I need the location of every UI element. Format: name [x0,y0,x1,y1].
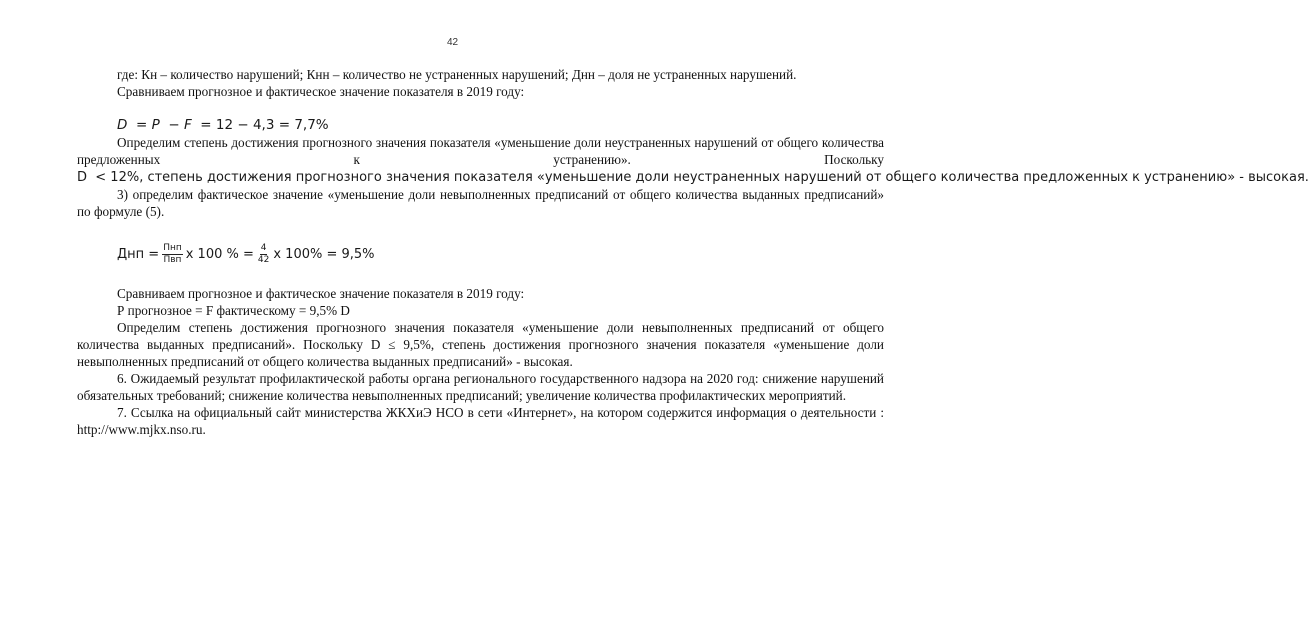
formula-dnp-mid: х 100 % = [185,246,254,262]
formula-minus: − [159,117,184,133]
paragraph-compare-2019-b: Сравниваем прогнозное и фактическое значение показателя в 2019 году: [117,286,525,301]
inline-d-symbol: D [77,170,88,185]
fraction-denominator: Пвп [163,254,182,265]
formula-d-symbol: D [117,117,128,133]
formula-f-symbol: F [183,117,192,133]
fraction-denominator: 42 [257,254,270,265]
paragraph-degree-unfulfilled: Определим степень достижения прогнозного значения показателя «уменьшение доли невыполненных предписаний от общего количества выданных предписаний». Поскольку D ≤ 9,5%, степень достижения прогнозного значения показателя «уменьшение доли невыполненных предписаний от общего количества выданных предписаний» - высокая. [77,320,884,369]
paragraph-forecast-equals-fact: Р прогнозное = F фактическому = 9,5% D [117,303,350,318]
paragraph-compare-2019-a: Сравниваем прогнозное и фактическое значение показателя в 2019 году: [117,84,525,99]
fraction-numerator: Пнп [163,242,182,253]
paragraph-step-3: 3) определим фактическое значение «уменьшение доли невыполненных предписаний от общего количества выданных предписаний» по формуле (5). [77,187,884,219]
formula-p-symbol: P [151,117,160,133]
fraction-pnp-pvp [162,243,183,266]
document-body [77,66,1309,438]
paragraph-website-link: 7. Ссылка на официальный сайт министерства ЖКХиЭ НСО в сети «Интернет», на котором содержится информация о деятельности : http://www.mjkx.nso.ru. [77,405,884,437]
formula-eq: = [127,117,152,133]
formula-dnp [77,238,884,270]
paragraph-expected-result: 6. Ожидаемый результат профилактической работы органа регионального государственного надзора на 2020 год: снижение нарушений обязательных требований; снижение количества невыполненных предписаний; увеличение количества профилактических мероприятий. [77,371,884,403]
fraction-numerator: 4 [260,242,267,253]
paragraph-degree-unresolved-part1: Определим степень достижения прогнозного значения показателя «уменьшение доли неустраненных нарушений от общего количества предложенных к устранению». Поскольку [77,135,884,167]
page-number: 42 [446,37,459,48]
paragraph-definitions: где: Кн – количество нарушений; Кнн – количество не устраненных нарушений; Днн – доля не устраненных нарушений. [117,67,797,82]
formula-dnp-lhs: Днп = [117,246,160,262]
spacer [77,270,884,285]
formula-result: = 12 − 4,3 = 7,7% [191,117,329,133]
paragraph-degree-unresolved-part2: < 12%, степень достижения прогнозного значения показателя «уменьшение доли неустраненных нарушений от общего количества предложенных к устранению» - высокая. [87,170,1309,185]
formula-d-value [77,116,884,134]
fraction-4-42 [257,243,270,266]
formula-dnp-rhs: х 100% = 9,5% [273,246,375,262]
paragraph-degree-unresolved [77,134,1309,186]
